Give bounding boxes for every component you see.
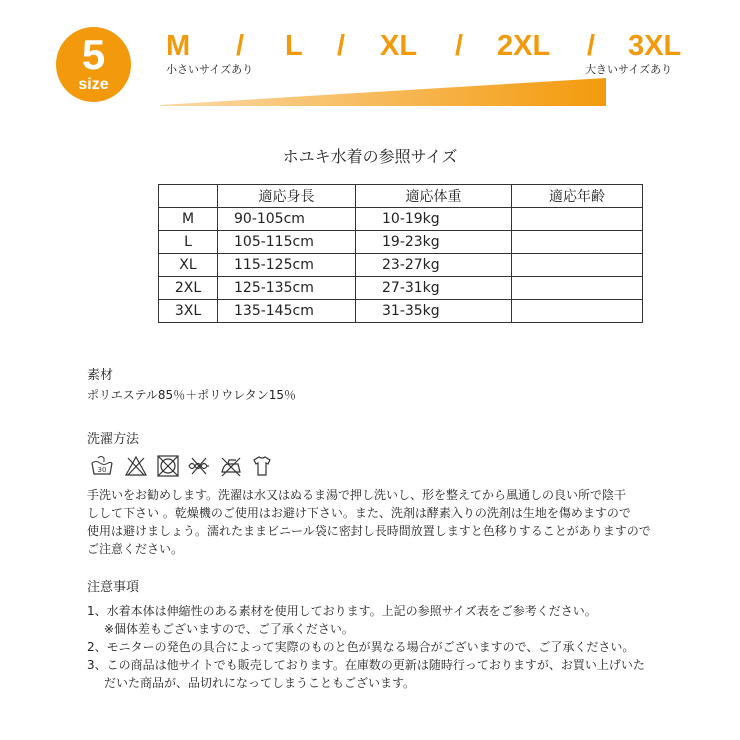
size-label-3xl: 3XL	[628, 30, 682, 62]
table-header-cell: 適応体重	[356, 185, 512, 208]
table-cell-age	[512, 277, 643, 300]
size-count-badge	[56, 27, 131, 102]
table-cell-size: L	[159, 231, 218, 254]
table-row	[159, 208, 643, 231]
note-line: 3、この商品は他サイトでも販売しております。在庫数の更新は随時行っておりますが、お買い上げいた	[87, 658, 645, 672]
table-cell-size: 3XL	[159, 300, 218, 323]
size-table-title: ホユキ水着の参照サイズ	[282, 147, 458, 166]
table-cell-weight: 10-19kg	[356, 208, 512, 231]
table-row	[159, 300, 643, 323]
table-cell-weight: 23-27kg	[356, 254, 512, 277]
material-heading: 素材	[87, 368, 114, 383]
table-header-cell: 適応身長	[218, 185, 356, 208]
no-bleach-icon	[124, 454, 148, 478]
note-line: だいた商品が、品切れになってしまうこともございます。	[104, 676, 416, 690]
size-separator: /	[337, 30, 346, 62]
badge-word: size	[78, 76, 109, 93]
washing-text-line: 使用は避けましょう。濡れたままビニール袋に密封し長時間放置しますと色移りすることがありますので	[87, 524, 651, 538]
note-line: ※個体差もございますので、ご了承ください。	[104, 622, 354, 636]
washing-heading: 洗濯方法	[87, 432, 140, 447]
size-label-2xl: 2XL	[497, 30, 551, 62]
table-cell-height: 125-135cm	[218, 277, 356, 300]
size-gradient-wedge	[160, 78, 606, 106]
line-dry-icon	[250, 454, 274, 478]
table-cell-weight: 27-31kg	[356, 277, 512, 300]
table-cell-height: 135-145cm	[218, 300, 356, 323]
size-separator: /	[455, 30, 464, 62]
table-row	[159, 254, 643, 277]
size-label-l: L	[285, 30, 303, 62]
table-cell-age	[512, 208, 643, 231]
do-not-wring-icon	[187, 454, 211, 478]
table-cell-height: 105-115cm	[218, 231, 356, 254]
note-line: 2、モニターの発色の具合によって実際のものと色が異なる場合がございますので、ご了承ください。	[87, 640, 635, 654]
table-row	[159, 231, 643, 254]
table-cell-age	[512, 231, 643, 254]
table-cell-size: M	[159, 208, 218, 231]
table-cell-age	[512, 300, 643, 323]
table-header-row	[159, 185, 643, 208]
table-row	[159, 277, 643, 300]
table-cell-weight: 31-35kg	[356, 300, 512, 323]
small-size-note: 小さいサイズあり	[166, 63, 254, 76]
table-cell-weight: 19-23kg	[356, 231, 512, 254]
table-cell-height: 90-105cm	[218, 208, 356, 231]
size-label-xl: XL	[380, 30, 418, 62]
hand-wash-30-icon	[90, 454, 114, 478]
washing-text-line: 手洗いをお勧めします。洗濯は水又はぬるま湯で押し洗いし、形を整えてから風通しの良い所で陰干	[87, 488, 627, 502]
size-table	[158, 184, 643, 323]
badge-number: 5	[81, 31, 106, 78]
washing-text-line: ご注意ください。	[87, 542, 184, 556]
care-icons	[84, 454, 284, 480]
svg-text:30: 30	[97, 466, 107, 474]
note-line: 1、水着本体は伸縮性のある素材を使用しております。上記の参照サイズ表をご参考ください。	[87, 604, 597, 618]
table-cell-age	[512, 254, 643, 277]
table-cell-size: 2XL	[159, 277, 218, 300]
table-header-cell	[159, 185, 218, 208]
table-cell-size: XL	[159, 254, 218, 277]
material-text: ポリエステル85％＋ポリウレタン15％	[87, 388, 296, 402]
washing-text-line: しして下さい 。乾燥機のご使用はお避け下さい。また、洗剤は酵素入りの洗剤は生地を傷めますので	[87, 506, 631, 520]
size-separator: /	[236, 30, 245, 62]
no-tumble-dry-icon	[156, 454, 180, 478]
size-separator: /	[587, 30, 596, 62]
size-label-m: M	[166, 30, 191, 62]
table-cell-height: 115-125cm	[218, 254, 356, 277]
notes-heading: 注意事項	[87, 580, 140, 595]
large-size-note: 大きいサイズあり	[585, 63, 673, 76]
no-iron-icon	[219, 454, 243, 478]
table-header-cell: 適応年齢	[512, 185, 643, 208]
